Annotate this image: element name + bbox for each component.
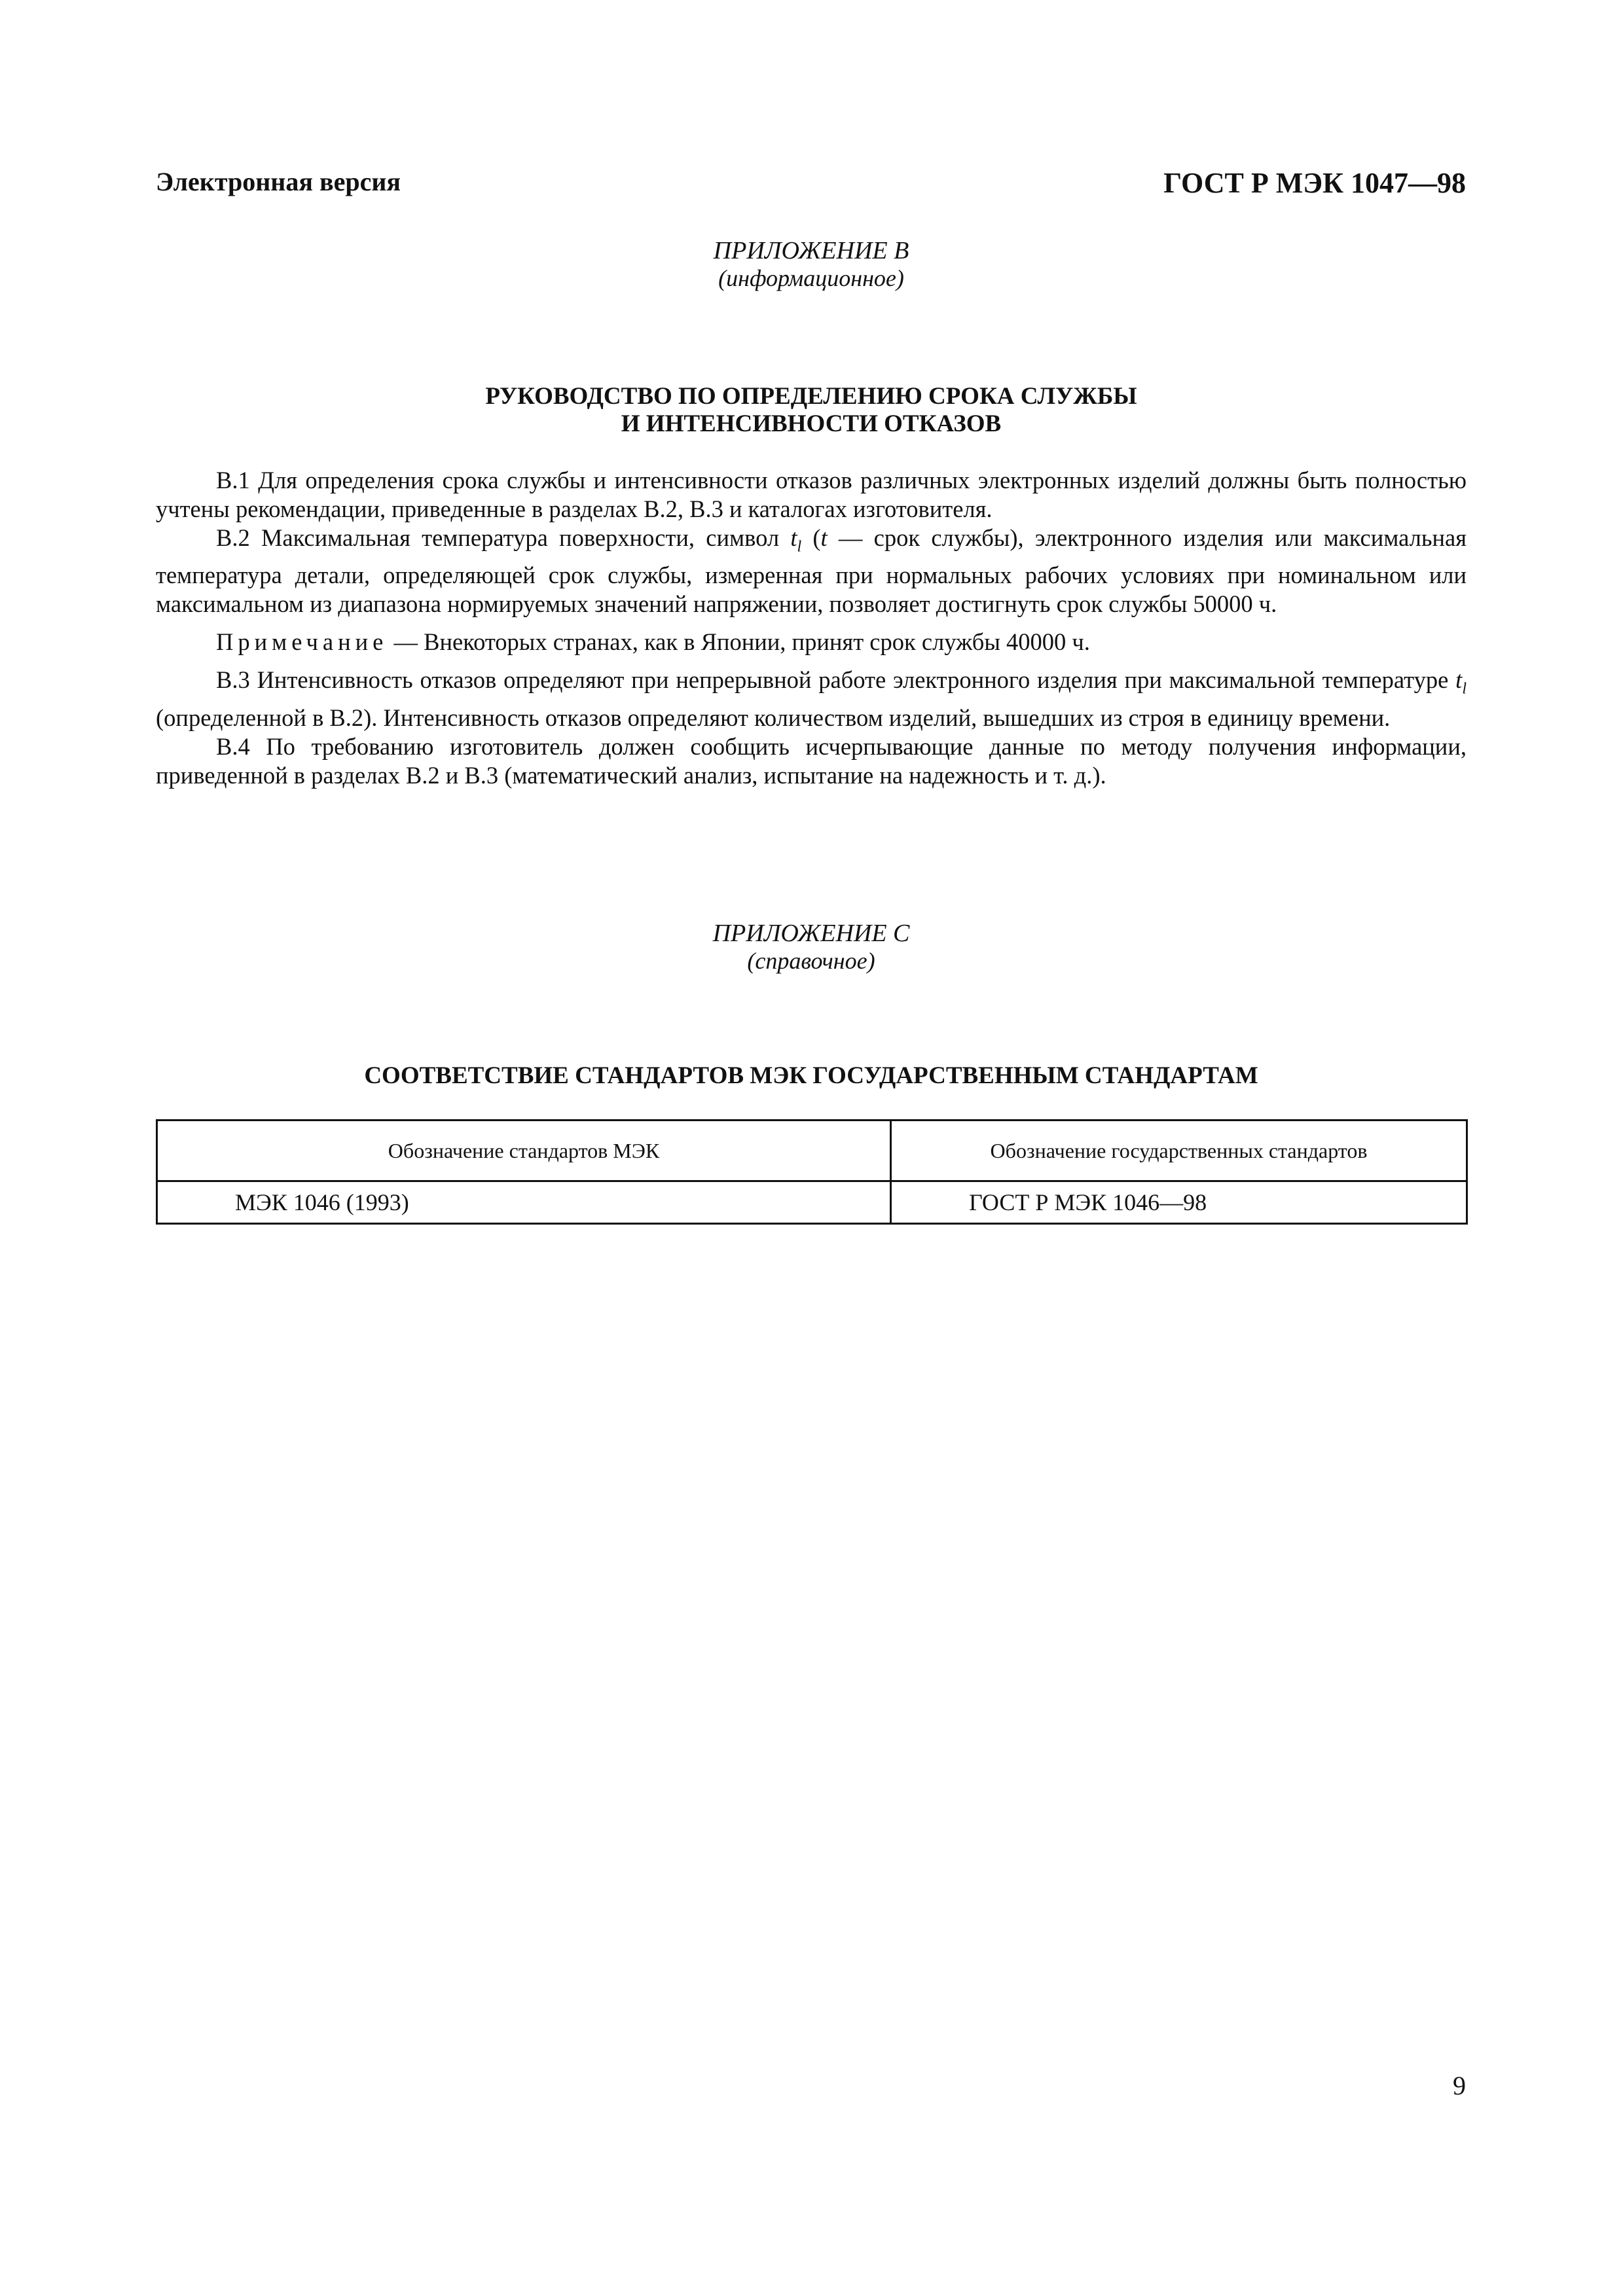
b2-text-1: В.2 Максимальная температура поверхности, символ bbox=[216, 524, 791, 551]
symbol-t-b3: $t_l$ bbox=[1455, 666, 1467, 698]
annex-b-title-line1: РУКОВОДСТВО ПО ОПРЕДЕЛЕНИЮ СРОКА СЛУЖБЫ bbox=[485, 383, 1137, 410]
page-number: 9 bbox=[1453, 2071, 1466, 2100]
table-row bbox=[157, 1181, 1467, 1224]
header-standard-code: ГОСТ Р МЭК 1047—98 bbox=[1163, 167, 1466, 199]
b2-text-3: — срок службы), электронного изделия или максимальная температура детали, определяющей срок службы, измеренная при нормальных рабочих условиях при номинальном или максимальном из диапазона нормируемых значений напряжении, позволяет достигнуть срок службы 50000 ч. bbox=[156, 524, 1467, 618]
table-cell-iec: МЭК 1046 (1993) bbox=[157, 1181, 891, 1224]
annex-b-heading-block bbox=[156, 237, 1467, 292]
b3-text-2: (определенной в В.2). Интенсивность отказов определяют количеством изделий, вышедших из строя в единицу времени. bbox=[156, 704, 1391, 731]
table-header-national: Обозначение государственных стандартов bbox=[891, 1121, 1467, 1181]
annex-c-heading-block bbox=[156, 920, 1467, 975]
symbol-t-lifetime: t bbox=[820, 524, 828, 551]
paragraph-b4: В.4 По требованию изготовитель должен сообщить исчерпывающие данные по методу получения информации, приведенной в разделах В.2 и В.3 (математический анализ, испытание на надежность и т. д.). bbox=[156, 732, 1467, 789]
table-header-iec: Обозначение стандартов МЭК bbox=[157, 1121, 891, 1181]
note-label: Примечание bbox=[216, 628, 388, 656]
header-edition-label: Электронная версия bbox=[156, 167, 401, 196]
annex-c-title: СООТВЕТСТВИЕ СТАНДАРТОВ МЭК ГОСУДАРСТВЕННЫМ СТАНДАРТАМ bbox=[364, 1062, 1258, 1089]
table-header-row bbox=[157, 1121, 1467, 1181]
annex-c-type: (справочное) bbox=[747, 948, 875, 974]
note-paragraph bbox=[156, 628, 1467, 656]
annex-b-title-line2: И ИНТЕНСИВНОСТИ ОТКАЗОВ bbox=[621, 410, 1002, 437]
annex-b-type: (информационное) bbox=[718, 265, 904, 291]
paragraph-b1: В.1 Для определения срока службы и интенсивности отказов различных электронных изделий должны быть полностью учтены рекомендации, приведенные в разделах В.2, В.3 и каталогах изготовителя. bbox=[156, 467, 1467, 522]
note-text: — Внекоторых странах, как в Японии, принят срок службы 40000 ч. bbox=[388, 628, 1090, 656]
annex-b-title bbox=[156, 383, 1467, 438]
table-cell-national: ГОСТ Р МЭК 1046—98 bbox=[891, 1181, 1467, 1224]
b3-text-1: В.3 Интенсивность отказов определяют при непрерывной работе электронного изделия при максимальной температуре bbox=[216, 666, 1456, 694]
paragraph-b3 bbox=[156, 666, 1467, 732]
annex-b-body bbox=[156, 466, 1467, 790]
b2-text-2: ( bbox=[801, 524, 821, 551]
symbol-t: $t_l$ bbox=[790, 524, 802, 556]
annex-c-heading: ПРИЛОЖЕНИЕ С bbox=[712, 920, 910, 947]
paragraph-b2 bbox=[156, 524, 1467, 619]
standards-correspondence-table bbox=[156, 1119, 1468, 1225]
annex-b-heading: ПРИЛОЖЕНИЕ В bbox=[713, 237, 909, 264]
